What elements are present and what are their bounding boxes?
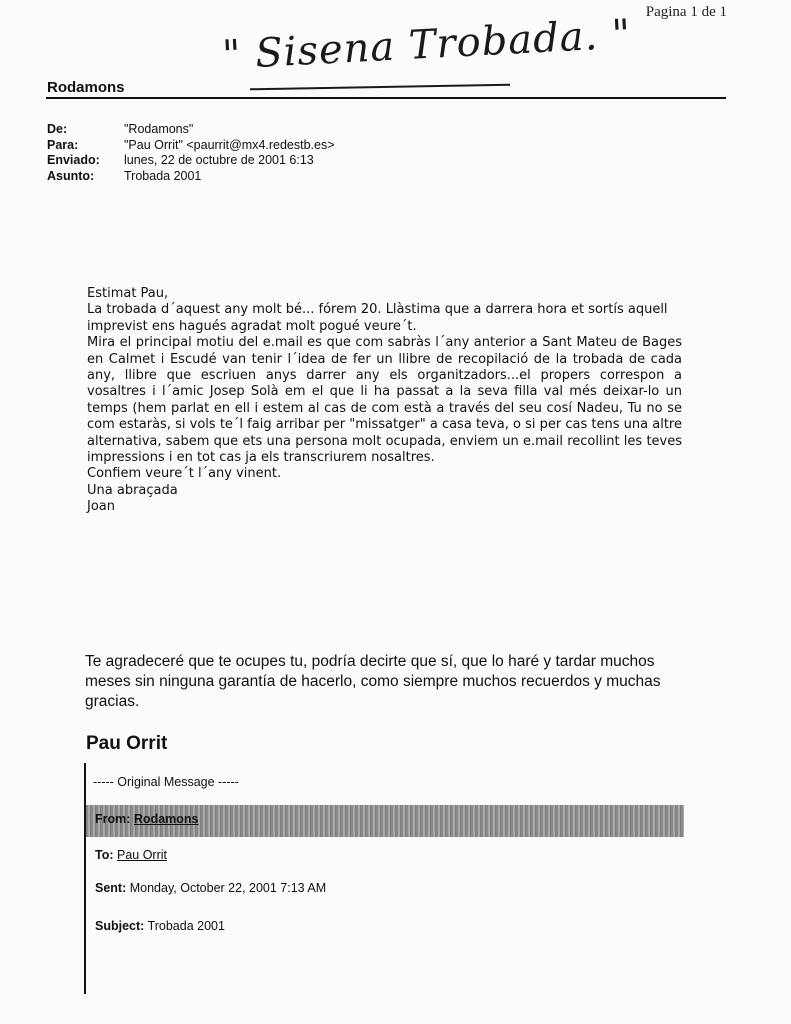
header-row-subject [47,169,335,185]
to-link[interactable]: Pau Orrit [117,848,168,862]
sent-value: Monday, October 22, 2001 7:13 AM [129,881,327,895]
original-sent-line [95,881,326,895]
from-link[interactable]: Rodamons [133,812,199,826]
email-headers [47,122,335,184]
header-rule [46,97,726,99]
original-subject-line [95,919,225,933]
letter-signature: Joan [87,499,115,515]
original-to-line [95,848,167,862]
to-label: To: [95,848,114,862]
letter-closing-2: Una abraçada [87,482,178,498]
letter-body [87,286,682,516]
subject-label: Subject: [95,919,145,933]
header-label: Para: [47,137,79,152]
original-message-divider: ----- Original Message ----- [93,775,239,789]
page-number: Pagina 1 de 1 [645,4,727,20]
header-label: Asunto: [47,168,95,183]
letter-closing-1: Confiem veure´t l´any vinent. [87,466,282,482]
header-row-from [47,122,335,138]
header-row-sent [47,153,335,169]
sent-label: Sent: [95,881,127,895]
handwritten-title: " Sisena Trobada. " [221,11,633,79]
header-value: Trobada 2001 [124,168,202,183]
subject-value: Trobada 2001 [147,919,225,933]
header-label: De: [47,122,68,136]
reply-signature: Pau Orrit [86,733,168,754]
quote-bar [84,763,86,994]
header-value: "Rodamons" [124,122,194,136]
original-from-line [95,812,199,826]
header-value: lunes, 22 de octubre de 2001 6:13 [124,153,314,167]
sender-title: Rodamons [47,79,125,96]
from-label: From: [95,812,131,826]
handwritten-underline [250,84,510,91]
letter-paragraph-2: Mira el principal motiu del e.mail es que com sabràs l´any anterior a Sant Mateu de Bages en Calmet i Escudé van tenir l´idea de fer un llibre de recopilació de la trobada de cada any, llibre que escriuen anys darrer any els organitzadors...el propers correspon a vosaltres i l´amic Josep Solà em el que li ha passat a la seva filla val més deixar-lo un temps (hem parlat en ell i estem al cas de com està a través del seu cosí Nadeu, Tu no se com estaràs, si vols te´l faig arribar per "missatger" a casa teva, o si per cas tens una altre alternativa, sabem que ets una persona molt ocupada, enviem un e.mail recollint les teves impressions i en tot cas ja els transcriurem nosaltres. [87,335,682,466]
reply-text: Te agradeceré que te ocupes tu, podría decirte que sí, que lo haré y tardar muchos meses sin ninguna garantía de hacerlo, como siempre muchos recuerdos y muchas gracias. [85,653,661,710]
letter-greeting: Estimat Pau, [87,286,169,301]
header-row-to [47,138,335,154]
letter-paragraph-1: La trobada d´aquest any molt bé... fórem 20. Llàstima que a darrera hora et sortís aquell imprevist ens hagués agradat molt pogué veure´t. [87,302,668,334]
header-value: "Pau Orrit" <paurrit@mx4.redestb.es> [124,137,335,152]
header-label: Enviado: [47,153,100,167]
